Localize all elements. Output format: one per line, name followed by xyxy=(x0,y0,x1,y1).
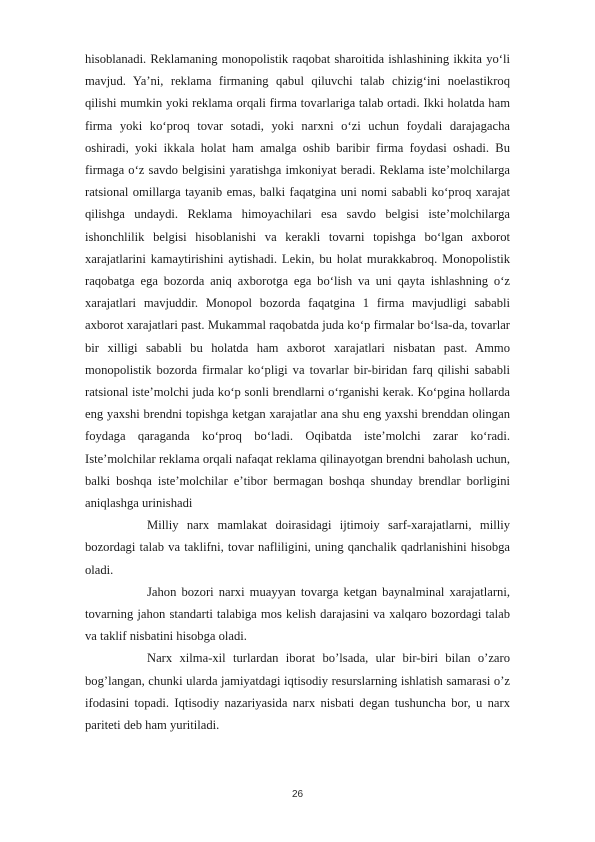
paragraph-advertising: hisoblanadi. Reklamaning monopolistik raqobat sharoitida ishlashining ikkita yoʻli mavjud. Yaʼni, reklama firmaning qabul qiluvchi talab chizigʻini noelastikroq qilishi mumkin yoki reklama orqali firma tovarlariga talab ortadi. Ikki holatda ham firma yoki koʻproq tovar sotadi, yoki narxni oʻzi uchun foydali darajagacha oshiradi, yoki ikkala holat ham amalga oshib baribir firma foydasi oshadi. Bu firmaga oʻz savdo belgisini yaratishga imkoniyat beradi. Reklama isteʼmolchilarga ratsional omillarga tayanib emas, balki faqatgina uni nomi sababli koʻproq xarajat qilishga undaydi. Reklama himoyachilari esa savdo belgisi isteʼmolchilarga ishonchlilik belgisi hisoblanishi va kerakli tovarni topishga boʻlgan axborot xarajatlarini kamaytirishini aytishadi. Lekin, bu holat murakkabroq. Monopolistik raqobatga ega bozorda aniq axborotga ega boʻlish va uni qayta ishlashning oʻz xarajatlari mavjuddir. Monopol bozorda faqatgina 1 firma mavjudligi sababli axborot xarajatlari past. Mukammal raqobatda juda koʻp firmalar boʻlsa-da, tovarlar bir xilligi sababli bu holatda ham axborot xarajatlari nisbatan past. Ammo monopolistik bozorda firmalar koʻpligi va tovarlar bir-biridan farq qilishi sababli ratsional isteʼmolchi juda koʻp sonli brendlarni oʻrganishi kerak. Koʻpgina hollarda eng yaxshi brendni topishga ketgan xarajatlar ana shu eng yaxshi brenddan olingan foydaga qaraganda koʻproq boʻladi. Oqibatda isteʼmolchi zarar koʻradi. Isteʼmolchilar reklama orqali nafaqat reklama qilinayotgan brendni baholash uchun, balki boshqa isteʼmolchilar eʼtibor bermagan boshqa shunday brendlar borligini aniqlashga urinishadi xyxy=(85,52,510,511)
document-body xyxy=(85,48,510,736)
paragraph-price-parity: Narx xilma-xil turlardan iborat bo’lsada, ular bir-biri bilan o’zaro bog’langan, chunki ularda jamiyatdagi iqtisodiy resurslarning ishlatish samarasi o’z ifodasini topadi. Iqtisodiy nazariyasida narx nisbati degan tushuncha bor, u narx pariteti deb ham yuritiladi. xyxy=(85,651,510,733)
paragraph-world-price: Jahon bozori narxi muayyan tovarga ketgan baynalminal xarajatlarni, tovarning jahon standarti talabiga mos kelish darajasini va xalqaro bozordagi talab va taklif nisbatini hisobga oladi. xyxy=(85,584,510,644)
paragraph-national-price: Milliy narx mamlakat doirasidagi ijtimoiy sarf-xarajatlarni, milliy bozordagi talab va taklifni, tovar nafliligini, uning qanchalik qadrlanishini hisobga oladi. xyxy=(85,518,510,577)
page-number: 26 xyxy=(291,789,304,800)
